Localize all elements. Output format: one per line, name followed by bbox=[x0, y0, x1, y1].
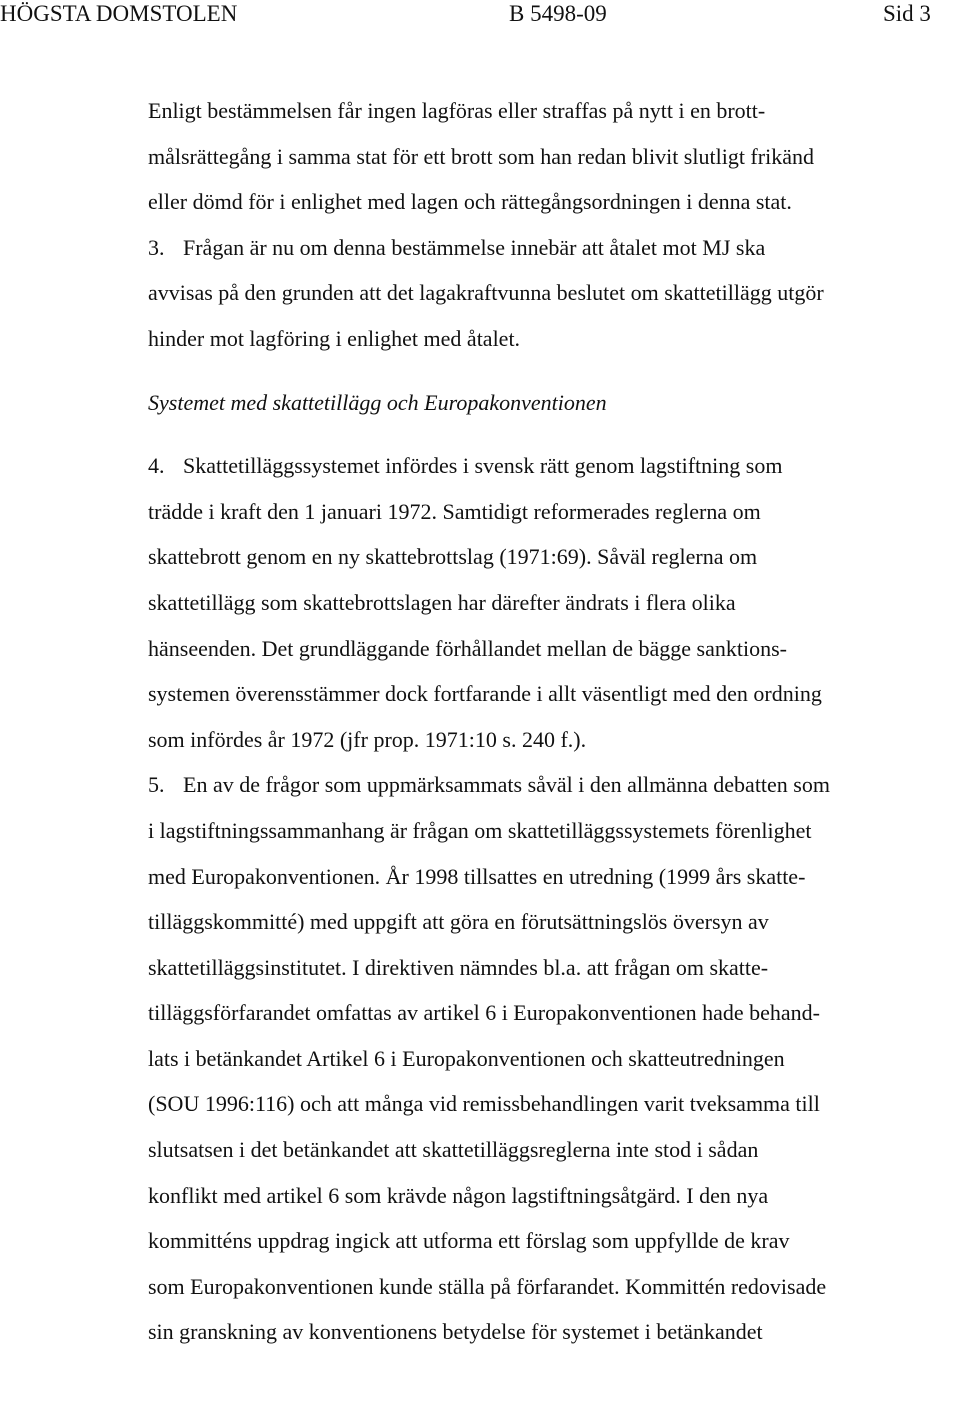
text-line: slutsatsen i det betänkandet att skattetilläggsreglerna inte stod i sådan bbox=[148, 1137, 759, 1163]
paragraph-5 bbox=[148, 762, 956, 1355]
text-line-content: Frågan är nu om denna bestämmelse innebär att åtalet mot MJ ska bbox=[183, 234, 766, 260]
text-line bbox=[148, 443, 956, 489]
section-heading-text: Systemet med skattetillägg och Europakonventionen bbox=[148, 389, 607, 415]
text-line: (SOU 1996:116) och att många vid remissbehandlingen varit tveksamma till bbox=[148, 1091, 820, 1117]
text-line bbox=[148, 762, 956, 808]
paragraph-3 bbox=[148, 225, 956, 362]
page-number: Sid 3 bbox=[883, 1, 931, 26]
text-line: skattetillägg som skattebrottslagen har därefter ändrats i flera olika bbox=[148, 589, 736, 615]
text-line-content: Skattetilläggssystemet infördes i svensk rätt genom lagstiftning som bbox=[183, 453, 783, 479]
text-line: hinder mot lagföring i enlighet med åtalet. bbox=[148, 325, 521, 351]
text-line: tilläggsförfarandet omfattas av artikel 6 i Europakonventionen hade behand- bbox=[148, 1000, 820, 1026]
text-line: lats i betänkandet Artikel 6 i Europakonventionen och skatteutredningen bbox=[148, 1045, 785, 1071]
text-line: som Europakonventionen kunde ställa på förfarandet. Kommittén redovisade bbox=[148, 1273, 827, 1299]
text-line bbox=[148, 225, 956, 271]
text-line: trädde i kraft den 1 januari 1972. Samtidigt reformerades reglerna om bbox=[148, 498, 761, 524]
text-line-content: En av de frågor som uppmärksammats såväl i den allmänna debatten som bbox=[183, 772, 830, 798]
text-line: i lagstiftningssammanhang är frågan om skattetilläggssystemets förenlighet bbox=[148, 817, 812, 843]
page-header bbox=[0, 0, 960, 30]
spacer bbox=[148, 362, 956, 380]
text-line: hänseenden. Det grundläggande förhållandet mellan de bägge sanktions- bbox=[148, 635, 787, 661]
text-line: eller dömd för i enlighet med lagen och rättegångsordningen i denna stat. bbox=[148, 189, 792, 215]
paragraph-number: 5. bbox=[148, 772, 165, 798]
text-line: kommitténs uppdrag ingick att utforma ett förslag som uppfyllde de krav bbox=[148, 1228, 790, 1254]
text-line: avvisas på den grunden att det lagakraftvunna beslutet om skattetillägg utgör bbox=[148, 280, 824, 306]
text-line: skattetilläggsinstitutet. I direktiven nämndes bl.a. att frågan om skatte- bbox=[148, 954, 769, 980]
paragraph-number: 3. bbox=[148, 234, 165, 260]
paragraph-number: 4. bbox=[148, 453, 165, 479]
text-line: konflikt med artikel 6 som krävde någon lagstiftningsåtgärd. I den nya bbox=[148, 1182, 769, 1208]
paragraph-intro bbox=[148, 88, 956, 225]
court-name: HÖGSTA DOMSTOLEN bbox=[0, 1, 238, 26]
text-line: målsrättegång i samma stat för ett brott som han redan blivit slutligt frikänd bbox=[148, 143, 814, 169]
text-line: Enligt bestämmelsen får ingen lagföras eller straffas på nytt i en brott- bbox=[148, 98, 766, 123]
text-line: med Europakonventionen. År 1998 tillsattes en utredning (1999 års skatte- bbox=[148, 863, 806, 889]
text-line: skattebrott genom en ny skattebrottslag (1971:69). Såväl reglerna om bbox=[148, 544, 758, 570]
paragraph-4 bbox=[148, 443, 956, 762]
section-heading bbox=[148, 380, 956, 426]
text-line: som infördes år 1972 (jfr prop. 1971:10 s. 240 f.). bbox=[148, 726, 587, 752]
text-line: sin granskning av konventionens betydelse för systemet i betänkandet bbox=[148, 1319, 763, 1345]
text-line: systemen överensstämmer dock fortfarande i allt väsentligt med den ordning bbox=[148, 681, 822, 707]
text-line: tilläggskommitté) med uppgift att göra en förutsättningslös översyn av bbox=[148, 909, 769, 935]
document-body bbox=[148, 88, 956, 1355]
spacer bbox=[148, 425, 956, 443]
case-number: B 5498-09 bbox=[509, 1, 607, 26]
